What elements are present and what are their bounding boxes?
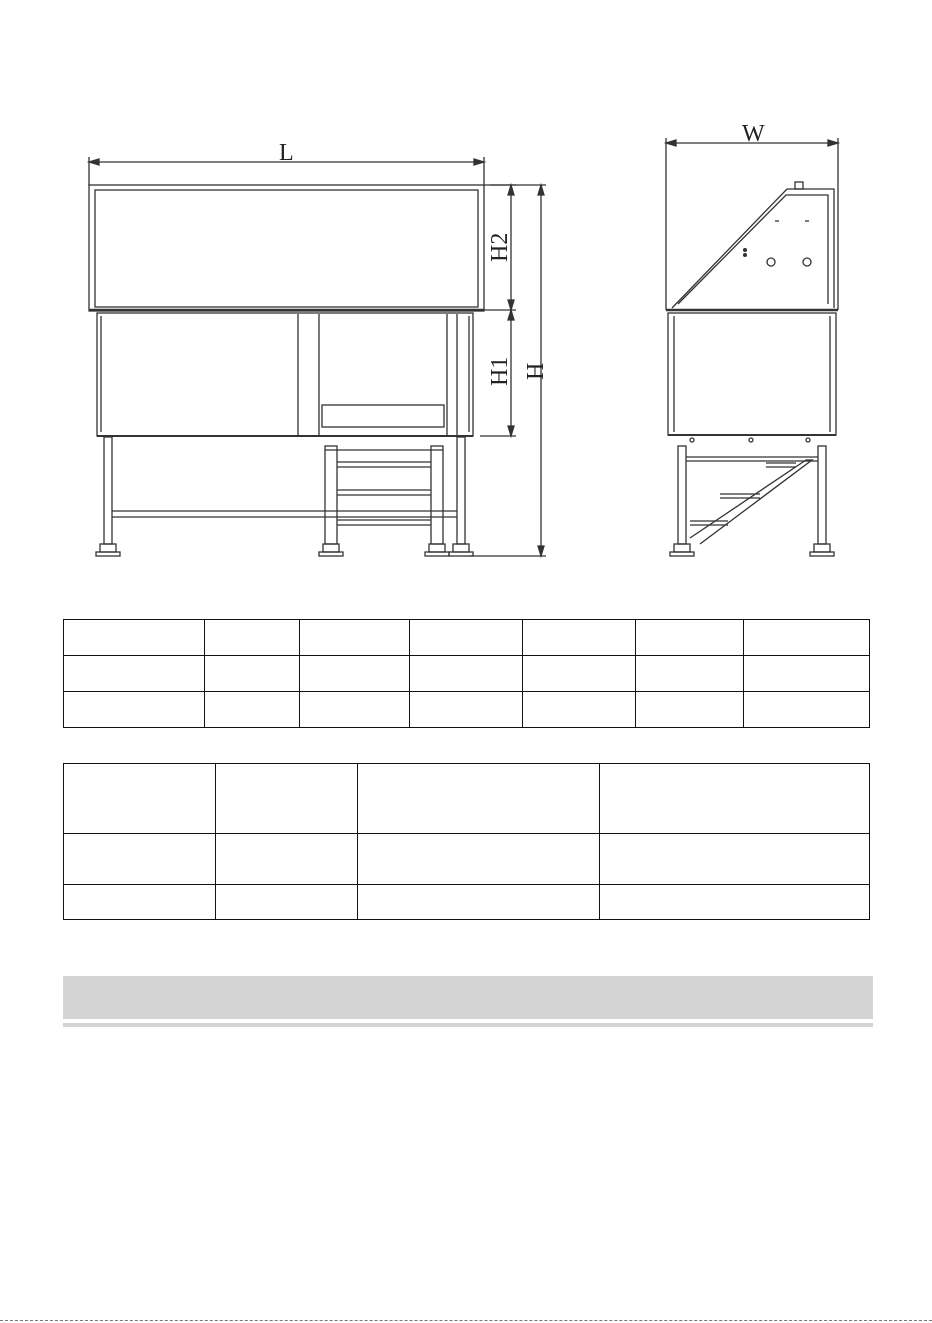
table-cell (410, 692, 523, 728)
table-cell (358, 885, 600, 920)
dimension-h2-h1 (480, 185, 516, 436)
table-cell (523, 656, 636, 692)
splash-panel (672, 182, 834, 308)
table-cell (600, 764, 870, 834)
section-header-band (63, 976, 873, 1019)
table-cell (64, 764, 216, 834)
front-view (89, 157, 546, 556)
dimension-width (666, 138, 838, 310)
side-view (666, 138, 838, 556)
step-ladder (319, 446, 449, 556)
table-row (64, 885, 870, 920)
table-cell (523, 692, 636, 728)
table-cell (300, 656, 410, 692)
table-cell (64, 834, 216, 885)
dim-label-w: W (742, 121, 765, 147)
side-tub (666, 310, 838, 442)
table-cell (205, 620, 300, 656)
table-cell (358, 834, 600, 885)
table-cell (205, 692, 300, 728)
tub-body (89, 310, 484, 436)
dim-label-h1: H1 (487, 356, 513, 386)
table-cell (523, 620, 636, 656)
table-cell (744, 656, 870, 692)
table-cell (216, 885, 358, 920)
side-frame (670, 446, 834, 556)
table-cell (64, 885, 216, 920)
dim-label-h2: H2 (487, 232, 513, 262)
upper-panel (89, 185, 484, 311)
table-row (64, 656, 870, 692)
table-cell (410, 620, 523, 656)
table-cell (600, 885, 870, 920)
dim-label-h: H (523, 362, 549, 380)
support-frame (96, 437, 473, 556)
section-divider (63, 1023, 873, 1027)
table-row (64, 620, 870, 656)
table-cell (636, 692, 744, 728)
technical-drawing (0, 0, 932, 600)
table-cell (744, 692, 870, 728)
table-cell (300, 692, 410, 728)
table-row (64, 692, 870, 728)
dimensions-table (63, 619, 870, 728)
table-cell (64, 692, 205, 728)
table-cell (744, 620, 870, 656)
table-cell (600, 834, 870, 885)
table-cell (64, 656, 205, 692)
table-cell (636, 656, 744, 692)
table-cell (205, 656, 300, 692)
table-cell (410, 656, 523, 692)
table-cell (300, 620, 410, 656)
table-cell (216, 764, 358, 834)
page-bottom-dashed-rule (0, 1320, 932, 1321)
table-cell (358, 764, 600, 834)
table-row (64, 764, 870, 834)
table-cell (636, 620, 744, 656)
specifications-table (63, 763, 870, 920)
table-row (64, 834, 870, 885)
table-cell (64, 620, 205, 656)
dim-label-l: L (279, 140, 294, 166)
table-cell (216, 834, 358, 885)
